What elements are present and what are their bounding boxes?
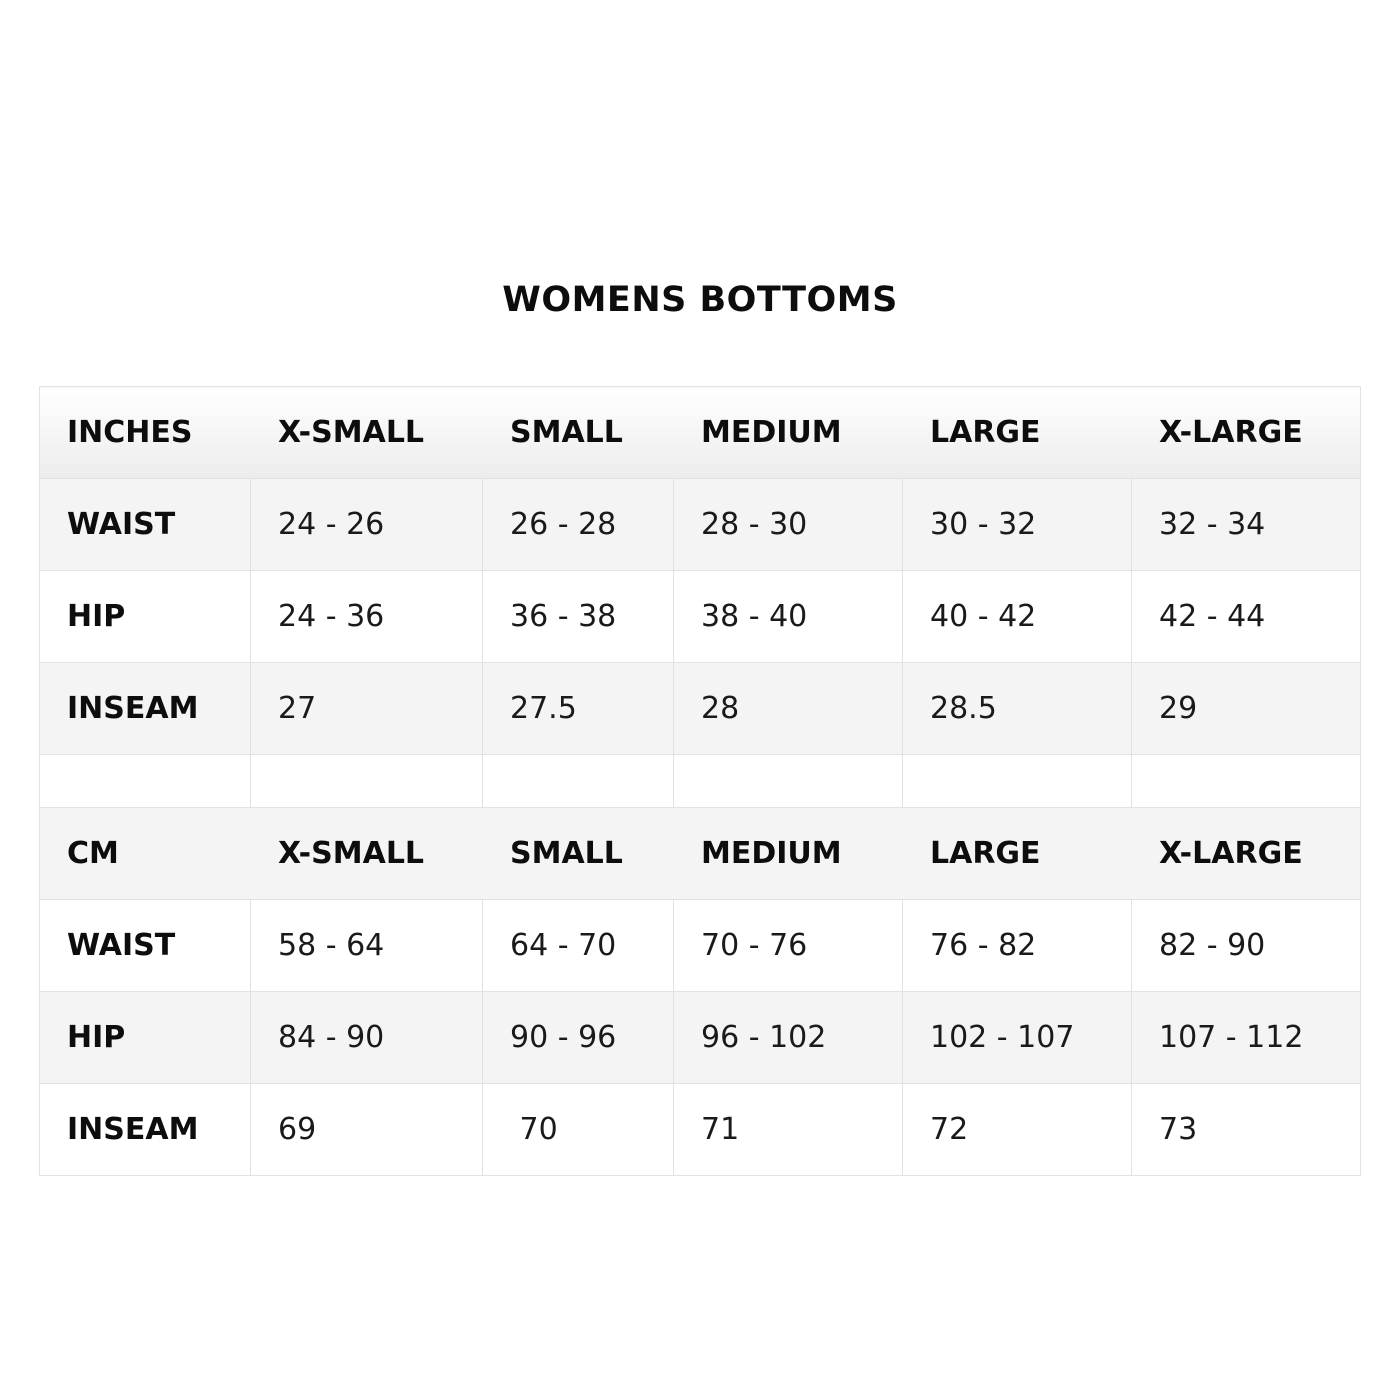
column-header-x-small: X-SMALL [251,387,483,479]
table-row [40,479,1361,571]
table-cell: 26 - 28 [483,479,674,571]
table-cell: 36 - 38 [483,571,674,663]
column-header-large: LARGE [903,387,1132,479]
spacer-row [40,755,1361,808]
table-cell: 76 - 82 [903,900,1132,992]
table-row [40,1084,1361,1176]
unit-label-inches: INCHES [40,387,251,479]
table-cell: 84 - 90 [251,992,483,1084]
table-cell: 24 - 26 [251,479,483,571]
table-cell: 24 - 36 [251,571,483,663]
table-cell: 70 [483,1084,674,1176]
table-cell: 42 - 44 [1132,571,1361,663]
table-cell: 70 - 76 [674,900,903,992]
column-header-medium: MEDIUM [674,808,903,900]
table-cell: 28 [674,663,903,755]
column-header-x-large: X-LARGE [1132,387,1361,479]
table-cell: 71 [674,1084,903,1176]
column-header-x-small: X-SMALL [251,808,483,900]
table-cell: 58 - 64 [251,900,483,992]
row-label-inseam: INSEAM [40,663,251,755]
table-cell: 40 - 42 [903,571,1132,663]
table-row [40,663,1361,755]
row-label-inseam: INSEAM [40,1084,251,1176]
table-cell: 82 - 90 [1132,900,1361,992]
table-cell: 64 - 70 [483,900,674,992]
table-cell: 27.5 [483,663,674,755]
column-header-medium: MEDIUM [674,387,903,479]
row-label-hip: HIP [40,992,251,1084]
table-cell: 107 - 112 [1132,992,1361,1084]
table-cell: 96 - 102 [674,992,903,1084]
table-row [40,571,1361,663]
cm-header-row [40,808,1361,900]
column-header-small: SMALL [483,808,674,900]
table-cell: 29 [1132,663,1361,755]
table-cell: 102 - 107 [903,992,1132,1084]
unit-label-cm: CM [40,808,251,900]
column-header-x-large: X-LARGE [1132,808,1361,900]
row-label-waist: WAIST [40,900,251,992]
column-header-small: SMALL [483,387,674,479]
table-cell: 90 - 96 [483,992,674,1084]
inches-header-row [40,387,1361,479]
row-label-waist: WAIST [40,479,251,571]
table-cell: 32 - 34 [1132,479,1361,571]
table-cell: 28.5 [903,663,1132,755]
size-chart-table [39,386,1361,1176]
table-cell: 38 - 40 [674,571,903,663]
table-cell: 27 [251,663,483,755]
column-header-large: LARGE [903,808,1132,900]
table-cell: 28 - 30 [674,479,903,571]
table-row [40,900,1361,992]
table-row [40,992,1361,1084]
row-label-hip: HIP [40,571,251,663]
table-cell: 69 [251,1084,483,1176]
table-cell: 30 - 32 [903,479,1132,571]
page-title: WOMENS BOTTOMS [502,280,898,320]
table-cell: 72 [903,1084,1132,1176]
table-cell: 73 [1132,1084,1361,1176]
